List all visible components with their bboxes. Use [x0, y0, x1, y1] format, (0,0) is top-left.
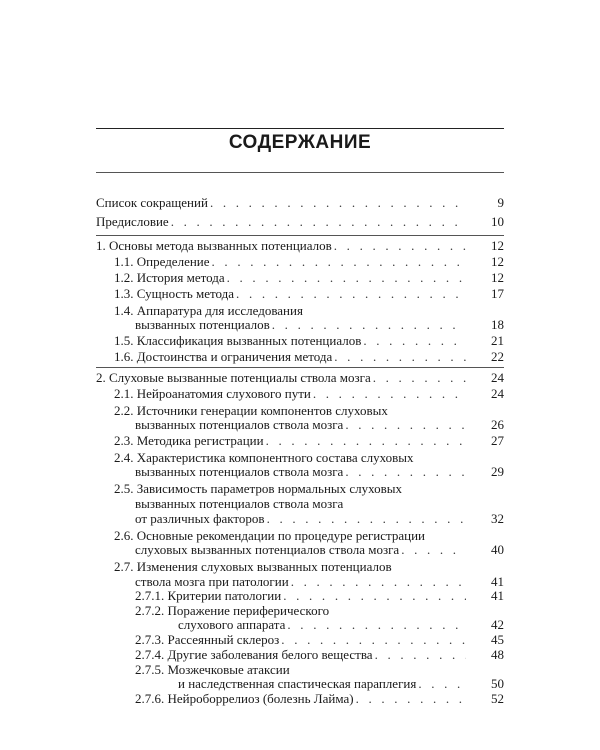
toc-leader: [210, 195, 466, 210]
toc-entry-1-1[interactable]: [114, 254, 504, 269]
toc-page: 42: [491, 617, 504, 632]
toc-entry-2-7-3[interactable]: [135, 632, 504, 647]
toc-entry-2-4-line1: 2.4. Характеристика компонентного состава слуховых: [114, 450, 414, 465]
toc-leader: [287, 617, 466, 632]
toc-entry-2-7-2[interactable]: [178, 617, 504, 632]
toc-page: 52: [491, 691, 504, 706]
toc-leader: [401, 542, 466, 557]
toc-leader: [212, 254, 466, 269]
toc-leader: [227, 270, 466, 285]
toc-entry-1-5[interactable]: [114, 333, 504, 348]
toc-label: 2.7.3. Рассеянный склероз: [135, 632, 280, 647]
toc-label: слухового аппарата: [178, 617, 286, 632]
toc-leader: [345, 417, 466, 432]
toc-label: Предисловие: [96, 214, 169, 229]
toc-page: 29: [491, 464, 504, 479]
toc-label: вызванных потенциалов ствола мозга: [135, 417, 344, 432]
toc-page: 10: [491, 214, 504, 229]
toc-entry-2-6-line1: 2.6. Основные рекомендации по процедуре регистрации: [114, 528, 426, 543]
toc-leader: [266, 433, 466, 448]
toc-entry-1-4[interactable]: [135, 317, 504, 332]
top-rule: [96, 128, 504, 129]
toc-label: Список сокращений: [96, 195, 208, 210]
toc-entry-2-1[interactable]: [114, 386, 504, 401]
toc-label: 2.1. Нейроанатомия слухового пути: [114, 386, 311, 401]
toc-page: 45: [491, 632, 504, 647]
toc-entry-preface[interactable]: [96, 214, 504, 229]
toc-leader: [236, 286, 466, 301]
toc-leader: [363, 333, 466, 348]
toc-label: и наследственная спастическая параплегия: [178, 676, 417, 691]
toc-label: 1.6. Достоинства и ограничения метода: [114, 349, 333, 364]
toc-label: 1.5. Классификация вызванных потенциалов: [114, 333, 362, 348]
toc-leader: [375, 647, 466, 662]
toc-leader: [283, 588, 466, 603]
toc-label: вызванных потенциалов: [135, 317, 270, 332]
toc-entry-2-5[interactable]: [135, 511, 504, 526]
toc-entry-chapter-2[interactable]: [96, 370, 504, 385]
toc-label: ствола мозга при патологии: [135, 574, 289, 589]
toc-leader: [356, 691, 466, 706]
toc-label: 2.7.1. Критерии патологии: [135, 588, 282, 603]
toc-entry-1-4-line1: 1.4. Аппаратура для исследования: [114, 303, 303, 318]
toc-page: 27: [491, 433, 504, 448]
toc-entry-2-7-6[interactable]: [135, 691, 504, 706]
toc-page: 40: [491, 542, 504, 557]
toc-entry-2-6[interactable]: [135, 542, 504, 557]
toc-label: 1.3. Сущность метода: [114, 286, 235, 301]
toc-entry-2-5-line1: 2.5. Зависимость параметров нормальных слуховых: [114, 481, 403, 496]
toc-leader: [291, 574, 466, 589]
toc-label: 1. Основы метода вызванных потенциалов: [96, 238, 332, 253]
title-underline: [96, 172, 504, 173]
toc-leader: [334, 238, 466, 253]
toc-leader: [345, 464, 466, 479]
toc-entry-1-3[interactable]: [114, 286, 504, 301]
toc-entry-2-4[interactable]: [135, 464, 504, 479]
toc-label: 2.7.6. Нейроборрелиоз (болезнь Лайма): [135, 691, 354, 706]
toc-leader: [272, 317, 466, 332]
toc-page: 24: [491, 370, 504, 385]
toc-entry-2-2-line1: 2.2. Источники генерации компонентов слуховых: [114, 403, 388, 418]
toc-entry-2-7-line1: 2.7. Изменения слуховых вызванных потенциалов: [114, 559, 392, 574]
toc-leader: [373, 370, 466, 385]
toc-entry-2-5-line2: вызванных потенциалов ствола мозга: [135, 496, 344, 511]
toc-page: 12: [491, 254, 504, 269]
toc-page: 9: [497, 195, 504, 210]
toc-label: 2. Слуховые вызванные потенциалы ствола мозга: [96, 370, 371, 385]
toc-label: вызванных потенциалов ствола мозга: [135, 464, 344, 479]
toc-label: 2.3. Методика регистрации: [114, 433, 264, 448]
toc-leader: [281, 632, 466, 647]
toc-entry-2-2[interactable]: [135, 417, 504, 432]
toc-leader: [418, 676, 466, 691]
toc-page: 17: [491, 286, 504, 301]
section-divider: [96, 367, 504, 368]
toc-page: 26: [491, 417, 504, 432]
toc-page: 24: [491, 386, 504, 401]
section-divider: [96, 235, 504, 236]
toc-leader: [334, 349, 466, 364]
toc-entry-1-6[interactable]: [114, 349, 504, 364]
toc-entry-chapter-1[interactable]: [96, 238, 504, 253]
toc-page: 41: [491, 574, 504, 589]
toc-page: 18: [491, 317, 504, 332]
toc-label: 1.1. Определение: [114, 254, 210, 269]
page-title: СОДЕРЖАНИЕ: [228, 132, 372, 153]
toc-page: 12: [491, 238, 504, 253]
toc-leader: [313, 386, 466, 401]
toc-entry-2-7-4[interactable]: [135, 647, 504, 662]
toc-page: 12: [491, 270, 504, 285]
toc-entry-1-2[interactable]: [114, 270, 504, 285]
toc-entry-2-7-5-line1: 2.7.5. Мозжечковые атаксии: [135, 662, 290, 677]
toc-page: 22: [491, 349, 504, 364]
toc-label: слуховых вызванных потенциалов ствола мозга: [135, 542, 400, 557]
toc-label: от различных факторов: [135, 511, 265, 526]
toc-entry-2-7-1[interactable]: [135, 588, 504, 603]
toc-page: 21: [491, 333, 504, 348]
toc-page: 48: [491, 647, 504, 662]
toc-leader: [267, 511, 466, 526]
toc-label: 1.2. История метода: [114, 270, 225, 285]
toc-entry-2-7-2-line1: 2.7.2. Поражение периферического: [135, 603, 330, 618]
toc-page: 50: [491, 676, 504, 691]
toc-entry-2-7[interactable]: [135, 574, 504, 589]
toc-page: 41: [491, 588, 504, 603]
toc-leader: [171, 214, 466, 229]
toc-label: 2.7.4. Другие заболевания белого вещества: [135, 647, 373, 662]
toc-page: 32: [491, 511, 504, 526]
toc-entry-2-3[interactable]: [114, 433, 504, 448]
toc-entry-abbreviations[interactable]: [96, 195, 504, 210]
toc-entry-2-7-5[interactable]: [178, 676, 504, 691]
